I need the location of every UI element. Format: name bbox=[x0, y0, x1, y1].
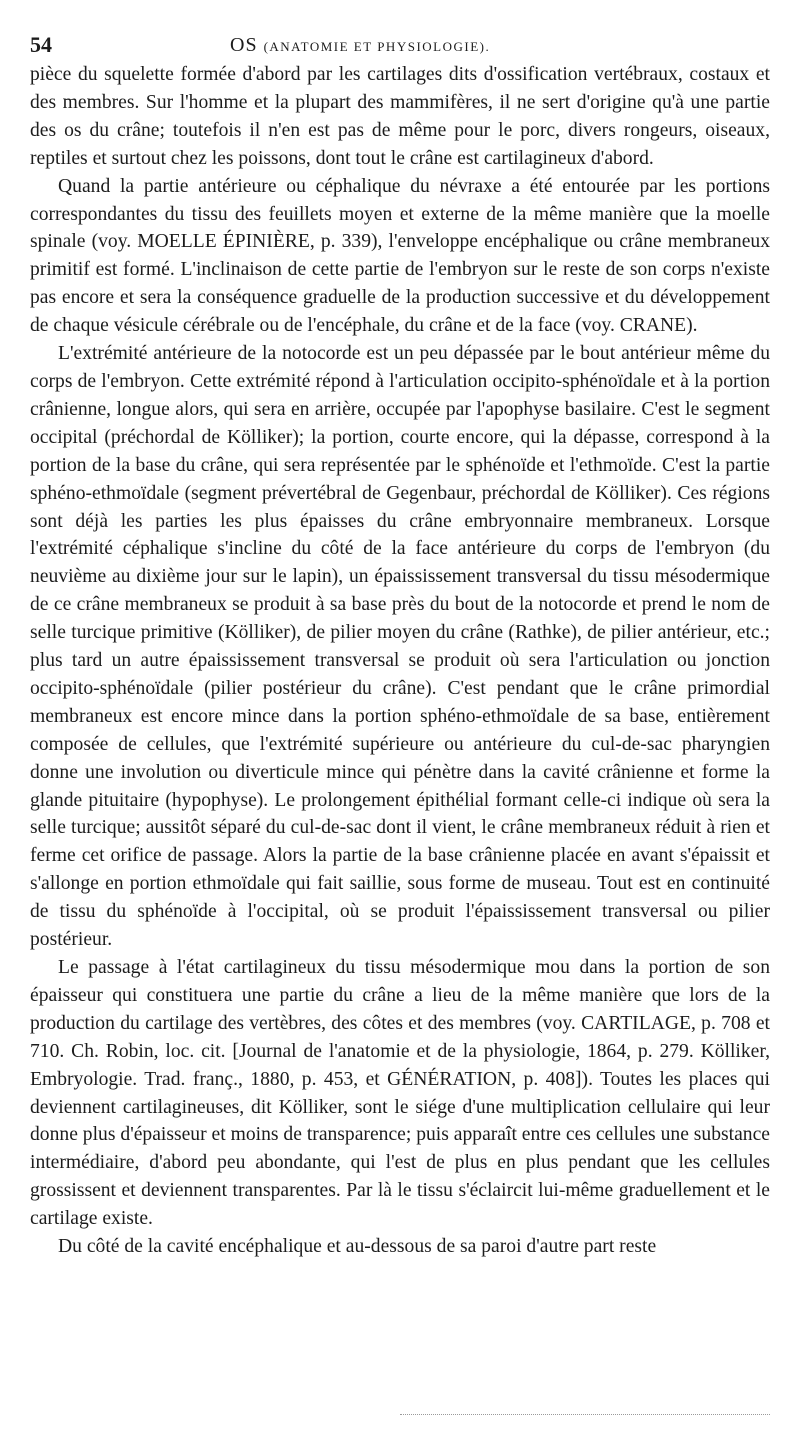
running-head bbox=[230, 34, 490, 57]
paragraph-4: Le passage à l'état cartilagineux du tissu mésodermique mou dans la portion de son épaisseur qui constituera une partie du crâne a lieu de la même manière que lors de la production du cartilage des vertèbres, des côtes et des membres (voy. CARTILAGE, p. 708 et 710. Ch. Robin, loc. cit. [Journal de l'anatomie et de la physiologie, 1864, p. 279. Kölliker, Embryologie. Trad. franç., 1880, p. 453, et GÉNÉRATION, p. 408]). Toutes les places qui deviennent cartilagineuses, dit Kölliker, sont le siége d'une multiplication cellulaire qui leur donne plus d'épaisseur et moins de transparence; puis apparaît entre ces cellules une substance intermédiaire, d'abord peu abondante, qui l'est de plus en plus pendant que les cellules grossissent et deviennent transparentes. Par là le tissu s'éclaircit lui-même graduellement et le cartilage existe. bbox=[30, 957, 770, 1230]
page-header bbox=[30, 32, 775, 60]
paragraph-2: Quand la partie antérieure ou céphalique du névraxe a été entourée par les portions correspondantes du tissu des feuillets moyen et externe de la même manière que la moelle spinale (voy. MOELLE ÉPINIÈRE, p. 339), l'enveloppe encéphalique ou crâne membraneux primitif est formé. L'inclinaison de cette partie de l'embryon sur le reste de son corps n'existe pas encore et sera la conséquence graduelle de la production successive et du développement de chaque vésicule cérébrale ou de l'encéphale, du crâne et de la face (voy. CRANE). bbox=[30, 175, 770, 337]
paragraph-5: Du côté de la cavité encéphalique et au-dessous de sa paroi d'autre part reste bbox=[58, 1236, 657, 1258]
paragraph-1: pièce du squelette formée d'abord par les cartilages dits d'ossification vertébraux, costaux et des membres. Sur l'homme et la plupart des mammifères, il ne sert d'origine qu'à une partie des os du crâne; toutefois il n'en est pas de même pour le porc, divers rongeurs, oiseaux, reptiles et surtout chez les poissons, dont tout le crâne est cartilagineux d'abord. bbox=[30, 64, 770, 169]
body-text bbox=[30, 61, 770, 1261]
paragraph-3: L'extrémité antérieure de la notocorde est un peu dépassée par le bout antérieur même du corps de l'embryon. Cette extrémité répond à l'articulation occipito-sphénoïdale et à la portion crânienne, longue alors, qui sera en arrière, occupée par l'apophyse basilaire. C'est le segment occipital (préchordal de Kölliker); la portion, courte encore, qui la dépasse, correspond à la portion de la base du crâne, qui sera représentée par le sphénoïde et l'ethmoïde. C'est la partie sphéno-ethmoïdale (segment prévertébral de Gegenbaur, préchordal de Kölliker). Ces régions sont déjà les parties les plus épaisses du crâne embryonnaire membraneux. Lorsque l'extrémité céphalique s'incline du côté de la face antérieure du corps de l'embryon (du neuvième au dixième jour sur le lapin), un épaississement transversal du tissu mésodermique de ce crâne membraneux se produit à sa base près du bout de la notocorde et prend le nom de selle turcique primitive (Kölliker), de pilier moyen du crâne (Rathke), de pilier antérieur, etc.; plus tard un autre épaississement transversal se produit où sera l'articulation ou jonction occipito-sphénoïdale (pilier postérieur du crâne). C'est pendant que le crâne primordial membraneux est encore mince dans la portion sphéno-ethmoïdale de sa base, entièrement composée de cellules, que l'extrémité supérieure ou antérieure du cul-de-sac pharyngien donne une involution ou diverticule mince qui pénètre dans la cavité crânienne et forme la glande pituitaire (hypophyse). Le prolongement épithélial formant celle-ci indique où sera la selle turcique; aussitôt séparé du cul-de-sac dont il vient, le crâne membraneux réduit à rien et ferme cet orifice de passage. Alors la partie de la base crânienne placée en avant s'épaissit et s'allonge en portion ethmoïdale qui fait saillie, sous forme de museau. Tout est en continuité de tissu du sphénoïde à l'occipital, où se produit l'épaississement transversal ou pilier postérieur. bbox=[30, 343, 770, 951]
running-head-main: OS bbox=[230, 34, 258, 56]
running-head-sub: (ANATOMIE ET PHYSIOLOGIE). bbox=[263, 39, 491, 54]
page-number: 54 bbox=[30, 32, 52, 57]
bottom-rule bbox=[400, 1414, 770, 1417]
